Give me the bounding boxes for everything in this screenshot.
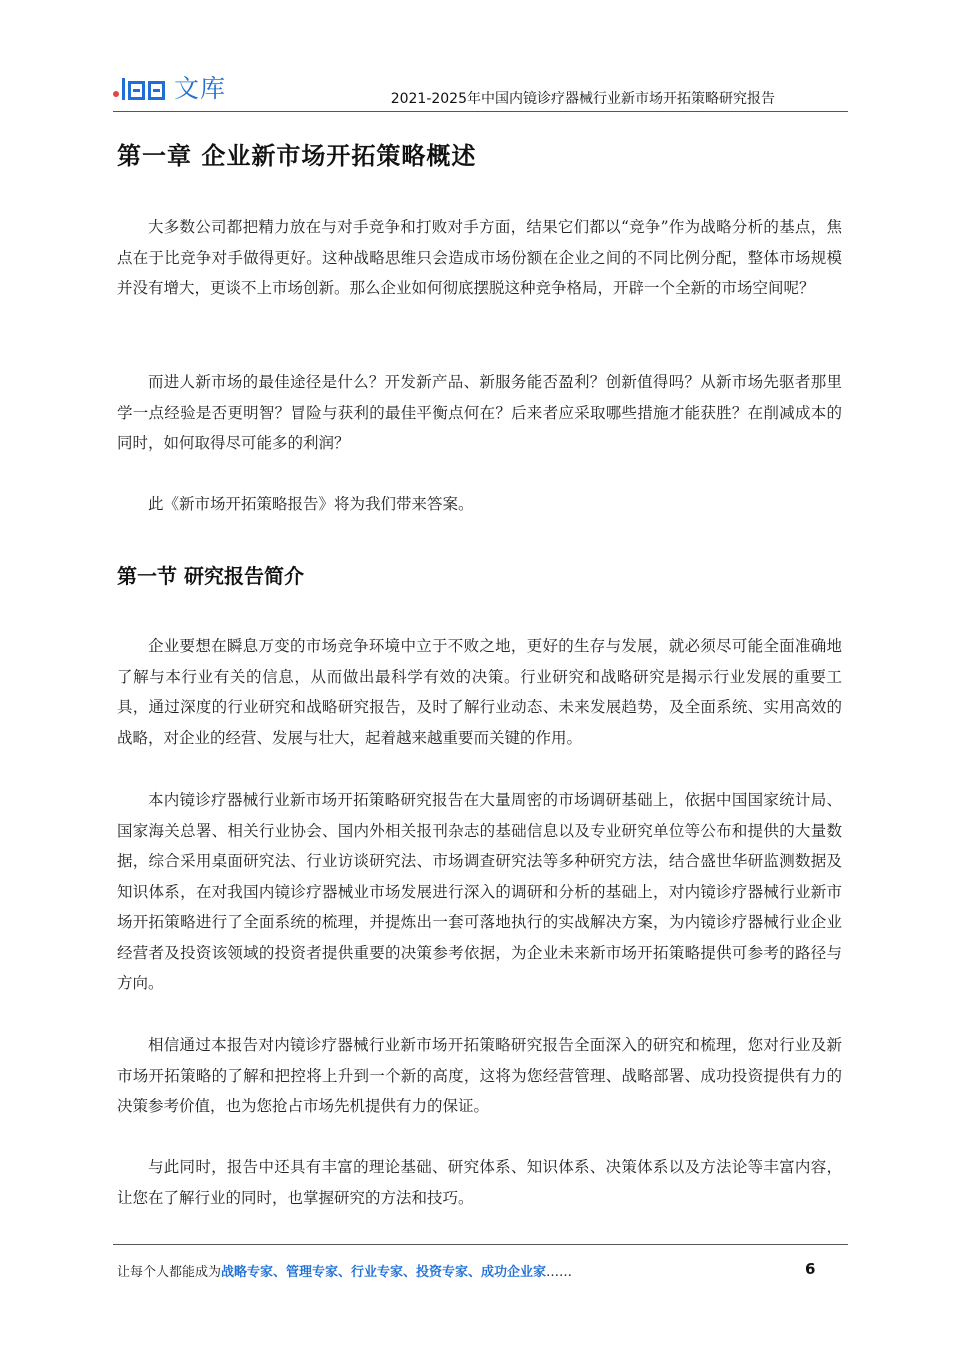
slogan-prefix: 让每个人都能成为 — [117, 1265, 222, 1280]
section-paragraph: 本内镜诊疗器械行业新市场开拓策略研究报告在大量周密的市场调研基础上，依据中国国家统计局、国家海关总署、相关行业协会、国内外相关报刊杂志的基础信息以及专业研究单位等公布和提供的大量数据，综合采用桌面研究法、行业访谈研究法、市场调查研究法等多种研究方法，结合盛世华研监测数据及知识体系，在对我国内镜诊疗器械业市场发展进行深入的调研和分析的基础上，对内镜诊疗器械行业新市场开拓策略进行了全面系统的梳理，并提炼出一套可落地执行的实战解决方案，为内镜诊疗器械行业企业经营者及投资该领域的投资者提供重要的决策参考依据，为企业未来新市场开拓策略提供可参考的路径与方向。 — [117, 791, 842, 992]
page-number: 6 — [805, 1260, 816, 1278]
section-paragraph: 企业要想在瞬息万变的市场竞争环境中立于不败之地，更好的生存与发展，就必须尽可能全面准确地了解与本行业有关的信息，从而做出最科学有效的决策。行业研究和战略研究是揭示行业发展的重要工具，通过深度的行业研究和战略研究报告，及时了解行业动态、未来发展趋势，及全面系统、实用高效的战略，对企业的经营、发展与壮大，起着越来越重要而关键的作用。 — [117, 637, 842, 747]
chapter-paragraph: 大多数公司都把精力放在与对手竞争和打败对手方面，结果它们都以“竞争”作为战略分析的基点，焦点在于比竞争对手做得更好。这种战略思维只会造成市场份额在企业之间的不同比例分配，整体市场规模并没有增大，更谈不上市场创新。那么企业如何彻底摆脱这种竞争格局，开辟一个全新的市场空间呢？ — [117, 218, 842, 297]
footer-slogan — [117, 1261, 572, 1280]
slogan-suffix: …… — [546, 1265, 573, 1280]
section-paragraph: 相信通过本报告对内镜诊疗器械行业新市场开拓策略研究报告全面深入的研究和梳理，您对行业及新市场开拓策略的了解和把控将上升到一个新的高度，这将为您经营管理、战略部署、成功投资提供有力的决策参考价值，也为您抢占市场先机提供有力的保证。 — [117, 1036, 842, 1115]
chapter-paragraph: 而进人新市场的最佳途径是什么？开发新产品、新服务能否盈利？创新值得吗？从新市场先驱者那里学一点经验是否更明智？冒险与获利的最佳平衡点何在？后来者应采取哪些措施才能获胜？在削减成本的同时，如何取得尽可能多的利润？ — [117, 373, 842, 452]
section-paragraph: 与此同时，报告中还具有丰富的理论基础、研究体系、知识体系、决策体系以及方法论等丰富内容，让您在了解行业的同时，也掌握研究的方法和技巧。 — [117, 1158, 842, 1207]
header-divider — [113, 111, 848, 112]
report-title: 2021-2025年中国内镜诊疗器械行业新市场开拓策略研究报告 — [390, 91, 775, 107]
section-title: 第一节 研究报告简介 — [117, 564, 304, 588]
logo-dot-icon — [113, 91, 119, 97]
footer-divider — [113, 1244, 848, 1245]
logo-text: 文库 — [174, 74, 227, 103]
chapter-paragraph: 此《新市场开拓策略报告》将为我们带来答案。 — [148, 495, 474, 513]
logo-mark-icon — [122, 74, 168, 100]
slogan-highlight: 战略专家、管理专家、行业专家、投资专家、成功企业家 — [221, 1265, 547, 1280]
page-header — [113, 66, 848, 112]
brand-logo — [113, 72, 226, 102]
chapter-title: 第一章 企业新市场开拓策略概述 — [117, 142, 477, 170]
